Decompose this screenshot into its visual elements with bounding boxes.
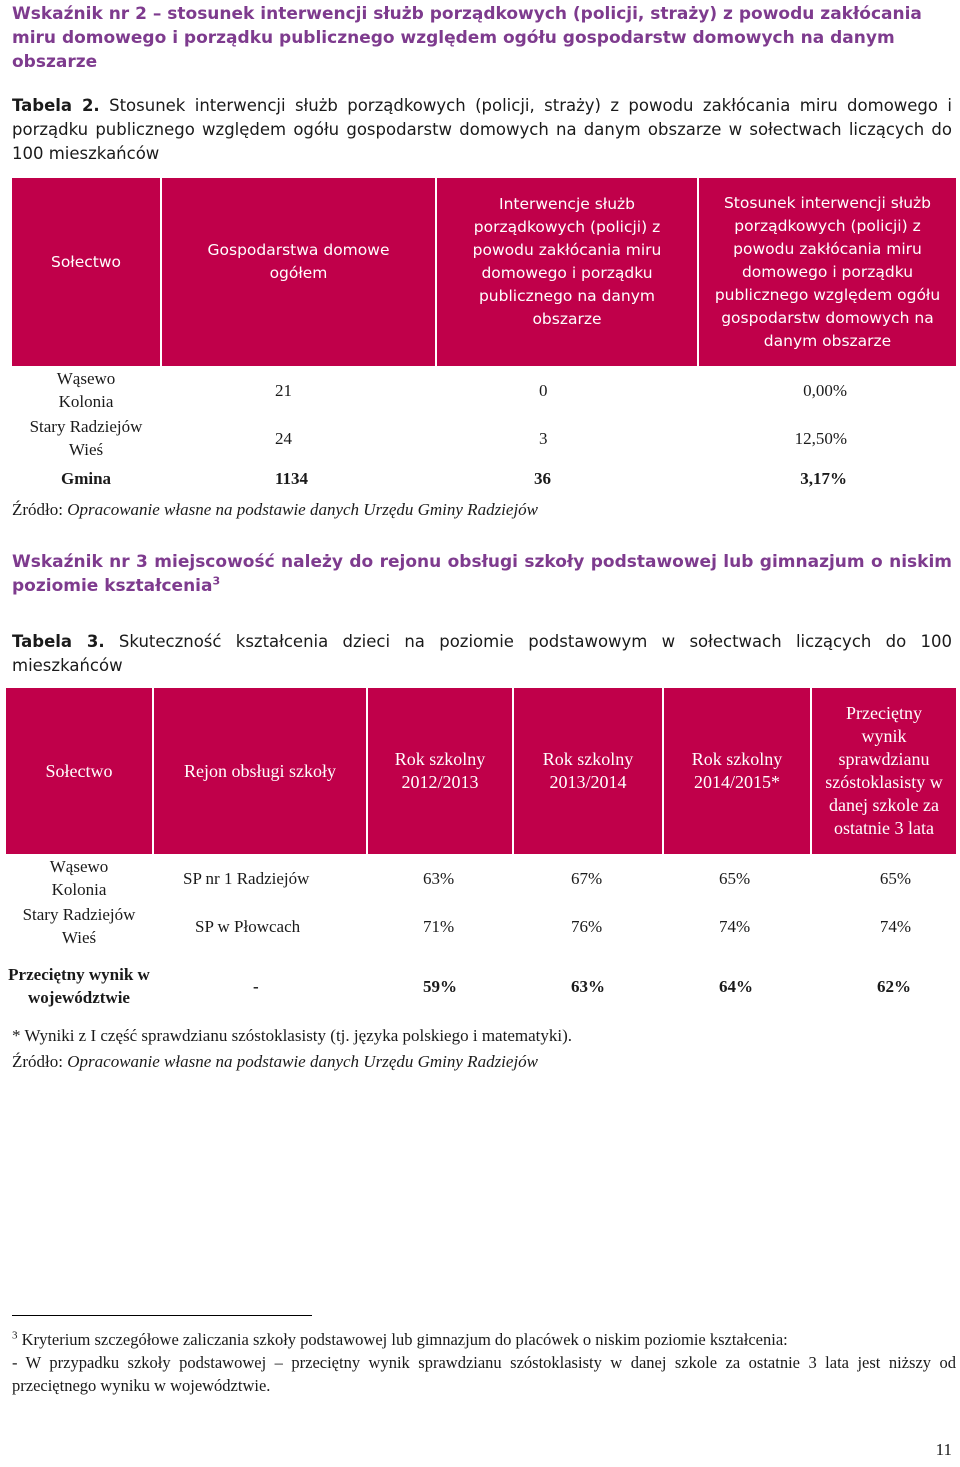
table-row [5, 854, 957, 902]
table-3-note: * Wyniki z I część sprawdzianu szóstoklasisty (tj. języka polskiego i matematyki). [12, 1026, 572, 1045]
table-3-caption [12, 630, 952, 678]
table-3-header-cell: Sołectwo [5, 688, 153, 854]
table-cell: Wąsewo Kolonia [56, 369, 116, 411]
source-text: Opracowanie własne na podstawie danych Urzędu Gminy Radziejów [67, 1052, 539, 1071]
indicator-3-heading [12, 550, 952, 598]
indicator-2-heading: Wskaźnik nr 2 – stosunek interwencji służb porządkowych (policji, straży) z powodu zakłócania miru domowego i porządku publicznego względem ogółu gospodarstw domowych na danym obszarze [12, 4, 922, 72]
indicator-3-heading-text: Wskaźnik nr 3 miejscowość należy do rejonu obsługi szkoły podstawowej lub gimnazjum o niskim poziomie kształcenia [12, 552, 952, 596]
table-row [5, 902, 957, 950]
table-3-header-row [5, 688, 957, 854]
footnote-marker: 3 [12, 1329, 18, 1342]
table-cell: 71% [423, 916, 455, 936]
source-label: Źródło: [12, 500, 63, 519]
table-cell: 3 [539, 428, 548, 448]
source-text: Opracowanie własne na podstawie danych Urzędu Gminy Radziejów [67, 500, 539, 519]
table-3-label: Tabela 3. [12, 632, 105, 651]
table-cell: 0 [539, 380, 548, 400]
table-2-source [12, 498, 538, 521]
table-cell: SP w Płowcach [195, 916, 301, 936]
table-cell: 1134 [275, 468, 309, 488]
table-3-header-cell: Przeciętny wynik sprawdzianu szóstoklasisty w danej szkole za ostatnie 3 lata [811, 688, 957, 854]
footnote-text-1: Kryterium szczegółowe zaliczania szkoły podstawowej lub gimnazjum do placówek o niskim poziomie kształcenia: [21, 1330, 788, 1349]
table-cell: 62% [877, 976, 911, 996]
table-cell: 0,00% [803, 380, 847, 400]
table-cell: 24 [275, 428, 292, 448]
footnote-line-1 [12, 1328, 956, 1351]
table-2-header-cell: Sołectwo [11, 178, 161, 366]
footnote-line-2: - W przypadku szkoły podstawowej – przeciętny wynik sprawdzianu szóstoklasisty w danej szkole za ostatnie 3 lata jest niższy od przeciętnego wyniku w województwie. [12, 1353, 956, 1395]
table-3-header-cell: Rejon obsługi szkoły [153, 688, 367, 854]
table-cell: 65% [879, 868, 911, 888]
table-2-header-cell: Gospodarstwa domowe ogółem [161, 178, 436, 366]
table-cell: Stary Radziejów Wieś [22, 905, 136, 947]
table-cell: 21 [275, 380, 292, 400]
table-2-caption [12, 94, 952, 166]
table-2 [10, 178, 958, 494]
table-cell: Gmina [60, 468, 112, 488]
table-2-header-cell: Stosunek interwencji służb porządkowych (policji) z powodu zakłócania miru domowego i porządku publicznego względem ogółu gospodarstw domowych na danym obszarze [698, 178, 957, 366]
table-cell: 36 [534, 468, 551, 488]
table-3-header-cell: Rok szkolny 2013/2014 [513, 688, 663, 854]
table-row [11, 414, 957, 462]
table-cell: 59% [423, 976, 457, 996]
table-cell: 63% [423, 868, 455, 888]
table-cell: - [253, 976, 259, 996]
table-cell: 65% [719, 868, 751, 888]
table-row [11, 366, 957, 414]
table-total-row [11, 462, 957, 494]
table-total-row [5, 950, 957, 1022]
footnote [12, 1328, 956, 1397]
table-2-title: Stosunek interwencji służb porządkowych (policji, straży) z powodu zakłócania miru domowego i porządku publicznego względem ogółu gospodarstw domowych na danym obszarze w sołectwach liczących do 100 mieszkańców [12, 96, 952, 163]
page-number: 11 [935, 1440, 952, 1459]
table-3-title: Skuteczność kształcenia dzieci na poziomie podstawowym w sołectwach liczących do 100 mieszkańców [12, 632, 952, 675]
footnote-divider [12, 1315, 312, 1316]
table-cell: 74% [879, 916, 911, 936]
table-2-header-cell: Interwencje służb porządkowych (policji) z powodu zakłócania miru domowego i porządku publicznego na danym obszarze [436, 178, 698, 366]
table-cell: 64% [719, 976, 753, 996]
table-cell: 63% [571, 976, 605, 996]
table-cell: 74% [719, 916, 751, 936]
table-cell: Przeciętny wynik w województwie [8, 965, 150, 1007]
table-2-label: Tabela 2. [12, 96, 100, 115]
source-label: Źródło: [12, 1052, 63, 1071]
table-cell: 3,17% [800, 468, 847, 488]
table-2-header-row [11, 178, 957, 366]
table-cell: 12,50% [794, 428, 847, 448]
table-cell: Stary Radziejów Wieś [29, 417, 143, 459]
table-3 [4, 688, 958, 1022]
table-cell: Wąsewo Kolonia [49, 857, 109, 899]
table-3-header-cell: Rok szkolny 2012/2013 [367, 688, 513, 854]
table-cell: SP nr 1 Radziejów [183, 868, 310, 888]
table-3-header-cell: Rok szkolny 2014/2015* [663, 688, 811, 854]
table-cell: 76% [571, 916, 603, 936]
table-3-source [12, 1050, 538, 1073]
table-cell: 67% [571, 868, 603, 888]
footnote-ref: 3 [212, 574, 221, 588]
